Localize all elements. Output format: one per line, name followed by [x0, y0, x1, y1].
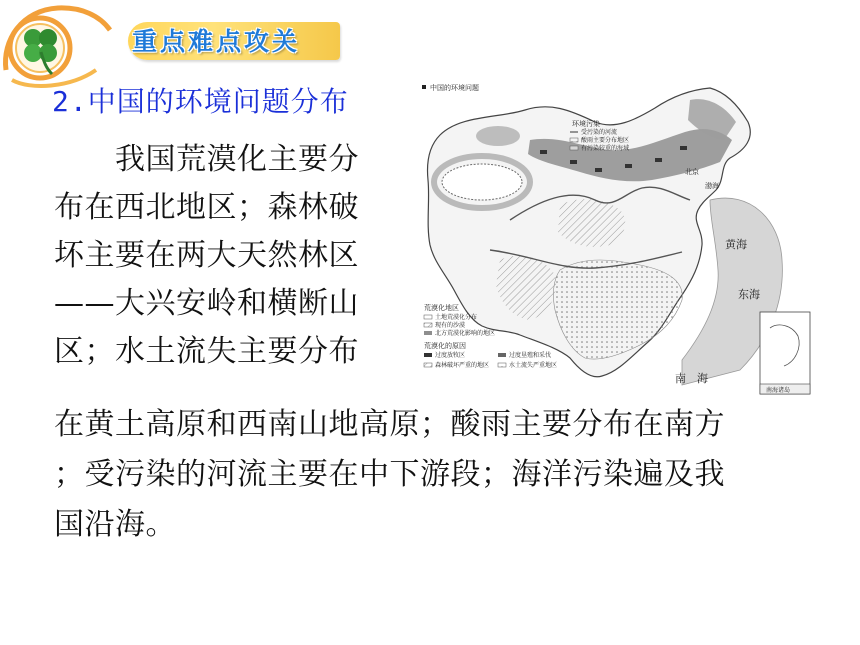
- legend-cause-2: 过度垦殖和采伐: [509, 352, 552, 359]
- legend-desert-2: 现有的沙漠: [435, 322, 466, 329]
- label-south-sea: 南 海: [675, 372, 708, 385]
- map-svg: [420, 80, 815, 398]
- body-line-6: 在黄土高原和西南山地高原；酸雨主要分布在南方: [54, 407, 725, 442]
- legend-pollution-1: 受污染的河流: [581, 129, 618, 136]
- body-line-8: 国沿海。: [54, 507, 176, 542]
- clover-logo: [0, 0, 140, 95]
- body-line-2: 布在西北地区；森林破: [54, 190, 359, 225]
- map-title-marker: [422, 85, 426, 89]
- body-line-3: 坏主要在两大天然林区: [54, 238, 359, 273]
- legend-cause-1: 过度放牧区: [435, 352, 466, 359]
- body-line-7: ；受污染的河流主要在中下游段；海洋污染遍及我: [54, 457, 725, 492]
- body-line-1: 我国荒漠化主要分: [54, 142, 359, 177]
- legend-desert-3: 北方荒漠化影响的地区: [435, 330, 496, 337]
- china-environment-map: [420, 80, 815, 398]
- label-bohai: 渤海: [705, 182, 719, 190]
- label-east-sea: 东海: [738, 288, 760, 301]
- body-line-4: ——大兴安岭和横断山: [54, 286, 359, 321]
- banner-title: 重点难点攻关: [132, 27, 301, 56]
- legend-cause-4: 水土流失严重地区: [509, 362, 558, 369]
- body-line-5: 区；水土流失主要分布: [54, 334, 359, 369]
- section-number: 2.: [52, 85, 88, 118]
- legend-desert-title: 荒漠化地区: [424, 304, 459, 312]
- inset-label: 南海诸岛: [766, 387, 791, 394]
- legend-desert-1: 土地荒漠化分布: [435, 314, 478, 321]
- label-beijing: 北京: [685, 168, 699, 176]
- legend-cause-title: 荒漠化的原因: [424, 342, 466, 350]
- taklimakan-desert: [442, 164, 522, 200]
- south-sea-inset: [760, 312, 810, 394]
- legend-pollution-3: 有污染较重的海域: [581, 145, 630, 152]
- section-heading: [52, 82, 349, 122]
- label-yellow-sea: 黄海: [725, 238, 747, 251]
- acid-rain-zone: [553, 260, 682, 359]
- section-title: 中国的环境问题分布: [87, 85, 349, 118]
- legend-cause-3: 森林破坏严重的地区: [435, 362, 490, 369]
- legend-pollution-title: 环境污染: [572, 120, 600, 128]
- junggar-zone: [476, 126, 520, 146]
- legend-pollution-2: 酸雨主要分布地区: [581, 137, 630, 144]
- map-title: 中国的环境问题: [430, 84, 479, 92]
